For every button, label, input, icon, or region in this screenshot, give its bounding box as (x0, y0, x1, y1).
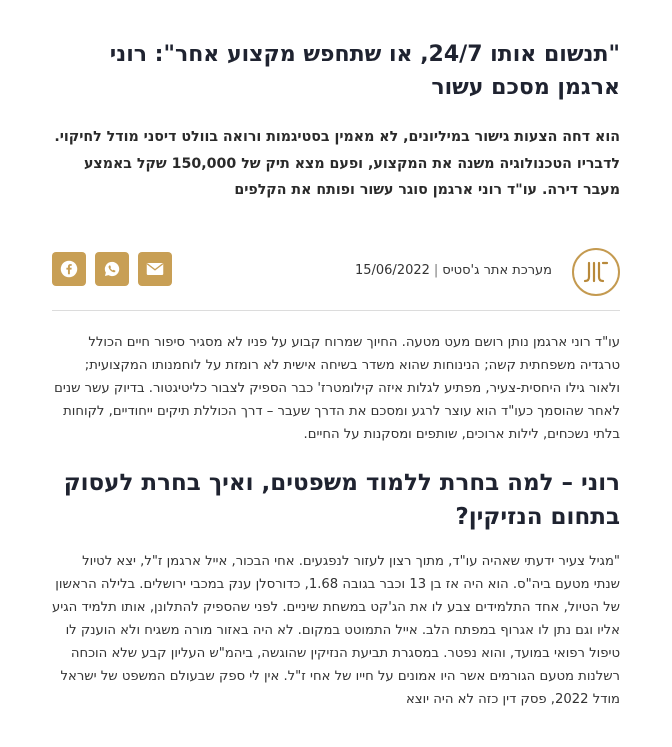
author-meta (355, 263, 552, 278)
meta-separator: | (433, 262, 439, 278)
article-subtitle: רוני – למה בחרת ללמוד משפטים, ואיך בחרת לעסוק בתחום הנזיקין? (63, 469, 620, 530)
author-name[interactable]: מערכת אתר ג'סטיס (442, 262, 552, 278)
share-whatsapp-button[interactable] (95, 252, 129, 286)
share-facebook-button[interactable] (52, 252, 86, 286)
email-icon (146, 262, 164, 276)
justice-logo-icon (581, 257, 611, 287)
article-paragraph-2: "מגיל צעיר ידעתי שאהיה עו"ד, מתוך רצון לעזור לנפגעים. אחי הבכור, אייל ארגמן ז"ל, יצא לטיול שנתי מטעם ביה"ס. הוא היה אז בן 13 וכבר בגובה 1.68, כדורסלן ענק במכבי ירושלים. בלילה הראשון של הטיול, אחד התלמידים צבע לו את הג'קט במשחת שיניים. לפני שהספיק להתלונן, אותו תלמיד הגיע אליו וגם נתן לו אגרוף במפתח הלב. אייל התמוטט במקום. לא היה באזור מורה משגיח ולא הוענק לו טיפול רפואי במועד, והוא נפטר. במסגרת תביעת הנזיקין שהוגשה, ביהמ"ש העליון קבע שלא הוכחה רשלנות מטעם הגורמים אשר היו אמונים על חייו של אחי ז"ל. אין לי ספק שבעולם המשפט של ישראל מודל 2022, פסק דין כזה לא היה יוצא (52, 553, 620, 707)
share-buttons (52, 252, 172, 286)
facebook-icon (60, 260, 78, 278)
article-meta-row (52, 248, 620, 302)
article-paragraph-1: עו"ד רוני ארגמן נותן רושם מעט מטעה. החיוך שמרוח קבוע על פניו לא מסגיר סיפור חיים הכולל טרגדיה משפחתית קשה; הנינוחות שהוא משדר בשיחה אישית לא רומזת על לוחמנותו המקצועית; ולאור גילו היחסית-צעיר, מפתיע לגלות איזה קילומטרז' כבר הספיק לצבור כליטיגטור. בדיוק עשר שנים לאחר שהוסמך כעו"ד הוא עוצר לרגע ומסכם את הדרך שעבר – דרך הכוללת תיקים ייחודיים, לקוחות בלתי נשכחים, לילות ארוכים, שותפים ומסקנות על החיים. (54, 334, 620, 442)
article-lead: הוא דחה הצעות גישור במיליונים, לא מאמין בסטיגמות ורואה בוולט דיסני מודל לחיקוי. לדבריו הטכנולוגיה משנה את המקצוע, ופעם מצא תיק של 150,000 שקל באמצע מעבר דירה. עו"ד רוני ארגמן סוגר עשור ופותח את הקלפים (54, 129, 620, 198)
share-email-button[interactable] (138, 252, 172, 286)
publish-date: 15/06/2022 (354, 262, 430, 278)
meta-divider (52, 310, 620, 311)
article-title: "תנשום אותו 24/7, או שתחפש מקצוע אחר": רוני ארגמן מסכם עשור (109, 42, 620, 100)
whatsapp-icon (103, 260, 121, 278)
article-content (52, 0, 620, 711)
author-logo[interactable] (572, 248, 620, 296)
